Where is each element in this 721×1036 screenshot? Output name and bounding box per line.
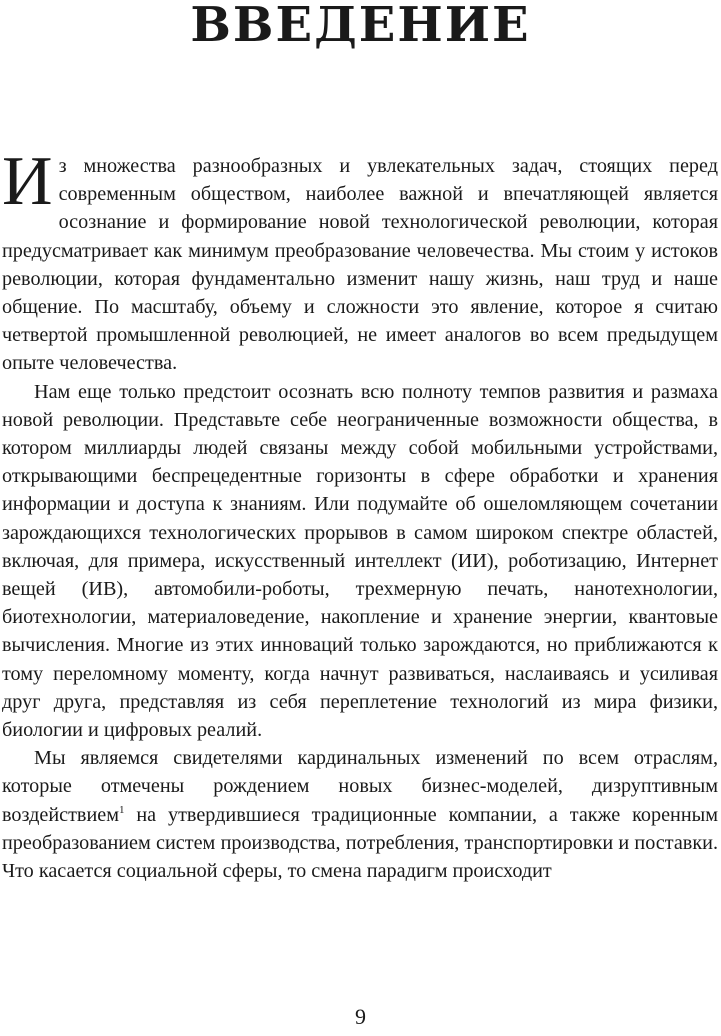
paragraph-1-text: з множества разнообразных и увлекательных задач, стоящих перед современным обществом, наиболее важной и впечатляющей является осознание и формирование новой технологической революции, которая предусматривает как минимум преобразование человечества. Мы стоим у истоков революции, которая фундаментально изменит нашу жизнь, наш труд и наше общение. По масштабу, объему и сложности это явление, которое я считаю четвертой промышленной революцией, не имеет аналогов во всем предыдущем опыте человечества. (2, 155, 718, 375)
paragraph-3-text-start: Мы являемся свидетелями кардинальных изменений по всем отраслям, которые отмечены рождением новых бизнес-моделей, дизруптивным воздействием (2, 747, 718, 826)
footnote-marker[interactable]: 1 (119, 803, 125, 816)
page-number: 9 (355, 1004, 366, 1029)
paragraph-2: Нам еще только предстоит осознать всю полноту темпов развития и размаха новой революции. Представьте себе неограниченные возможности общества, в котором миллиарды людей связаны между собой мобильными устройствами, открывающими беспрецедентные горизонты в сфере обработки и хранения информации и доступа к знаниям. Или подумайте об ошеломляющем сочетании зарождающихся технологических прорывов в самом широком спектре областей, включая, для примера, искусственный интеллект (ИИ), роботизацию, Интернет вещей (ИВ), автомобили-роботы, трехмерную печать, нанотехнологии, биотехнологии, материаловедение, накопление и хранение энергии, квантовые вычисления. Многие из этих инноваций только зарождаются, но приближаются к тому переломному моменту, когда начнут развиваться, наслаиваясь и усиливая друг друга, представляя из себя переплетение технологий из мира физики, биологии и цифровых реалий. (2, 380, 718, 742)
paragraph-3 (2, 744, 718, 885)
page-title: ВВЕДЕНИЕ (190, 0, 531, 53)
drop-cap: И (2, 143, 53, 220)
body-text (2, 143, 718, 885)
paragraph-3-text-end: на утвердившиеся традиционные компании, а также коренным преобразованием систем производства, потребления, транспортировки и поставки. Что касается социальной сферы, то смена парадигм происходит (2, 803, 718, 883)
paragraph-1 (2, 143, 718, 378)
